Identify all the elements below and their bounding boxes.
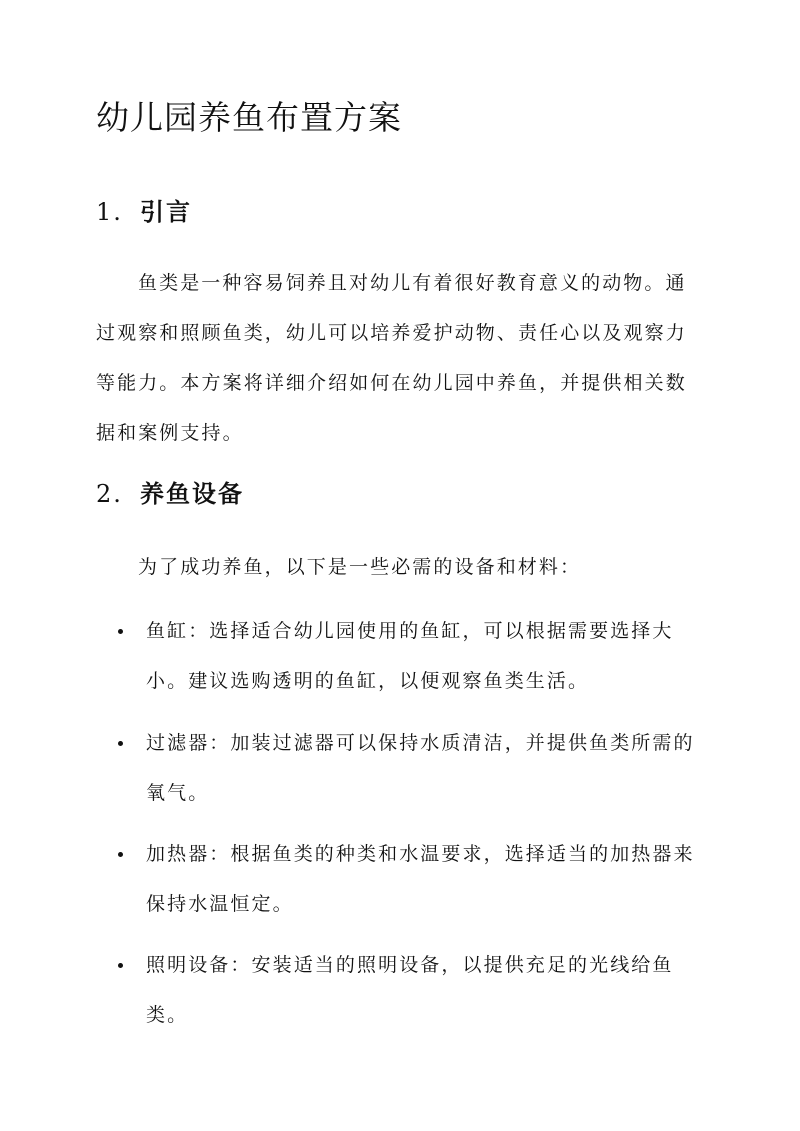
- section-number: 2.: [96, 480, 123, 508]
- list-item-text: 过滤器：加装过滤器可以保持水质清洁，并提供鱼类所需的氧气。: [146, 732, 695, 804]
- introduction-paragraph: [96, 258, 706, 458]
- list-item-text: 照明设备：安装适当的照明设备，以提供充足的光线给鱼类。: [146, 954, 674, 1026]
- list-item-fish-tank: [118, 606, 698, 706]
- section-heading-introduction: [96, 196, 192, 228]
- list-item-lighting: [118, 940, 698, 1040]
- list-item-filter: [118, 718, 698, 818]
- equipment-intro-paragraph: [96, 542, 706, 592]
- bullet-icon: [118, 629, 123, 634]
- list-item-heater: [118, 829, 698, 929]
- equipment-intro-text: 为了成功养鱼，以下是一些必需的设备和材料：: [138, 556, 582, 578]
- section-title: 引言: [140, 197, 192, 226]
- bullet-icon: [118, 963, 123, 968]
- section-heading-equipment: [96, 478, 244, 510]
- introduction-text: 鱼类是一种容易饲养且对幼儿有着很好教育意义的动物。通过观察和照顾鱼类，幼儿可以培养爱护动物、责任心以及观察力等能力。本方案将详细介绍如何在幼儿园中养鱼，并提供相关数据和案例支持。: [96, 272, 687, 444]
- section-title: 养鱼设备: [140, 479, 244, 508]
- section-number: 1.: [96, 198, 123, 226]
- list-item-text: 鱼缸：选择适合幼儿园使用的鱼缸，可以根据需要选择大小。建议选购透明的鱼缸，以便观察鱼类生活。: [146, 620, 674, 692]
- document-title: 幼儿园养鱼布置方案: [96, 98, 402, 137]
- bullet-icon: [118, 852, 123, 857]
- bullet-icon: [118, 741, 123, 746]
- list-item-text: 加热器：根据鱼类的种类和水温要求，选择适当的加热器来保持水温恒定。: [146, 843, 695, 915]
